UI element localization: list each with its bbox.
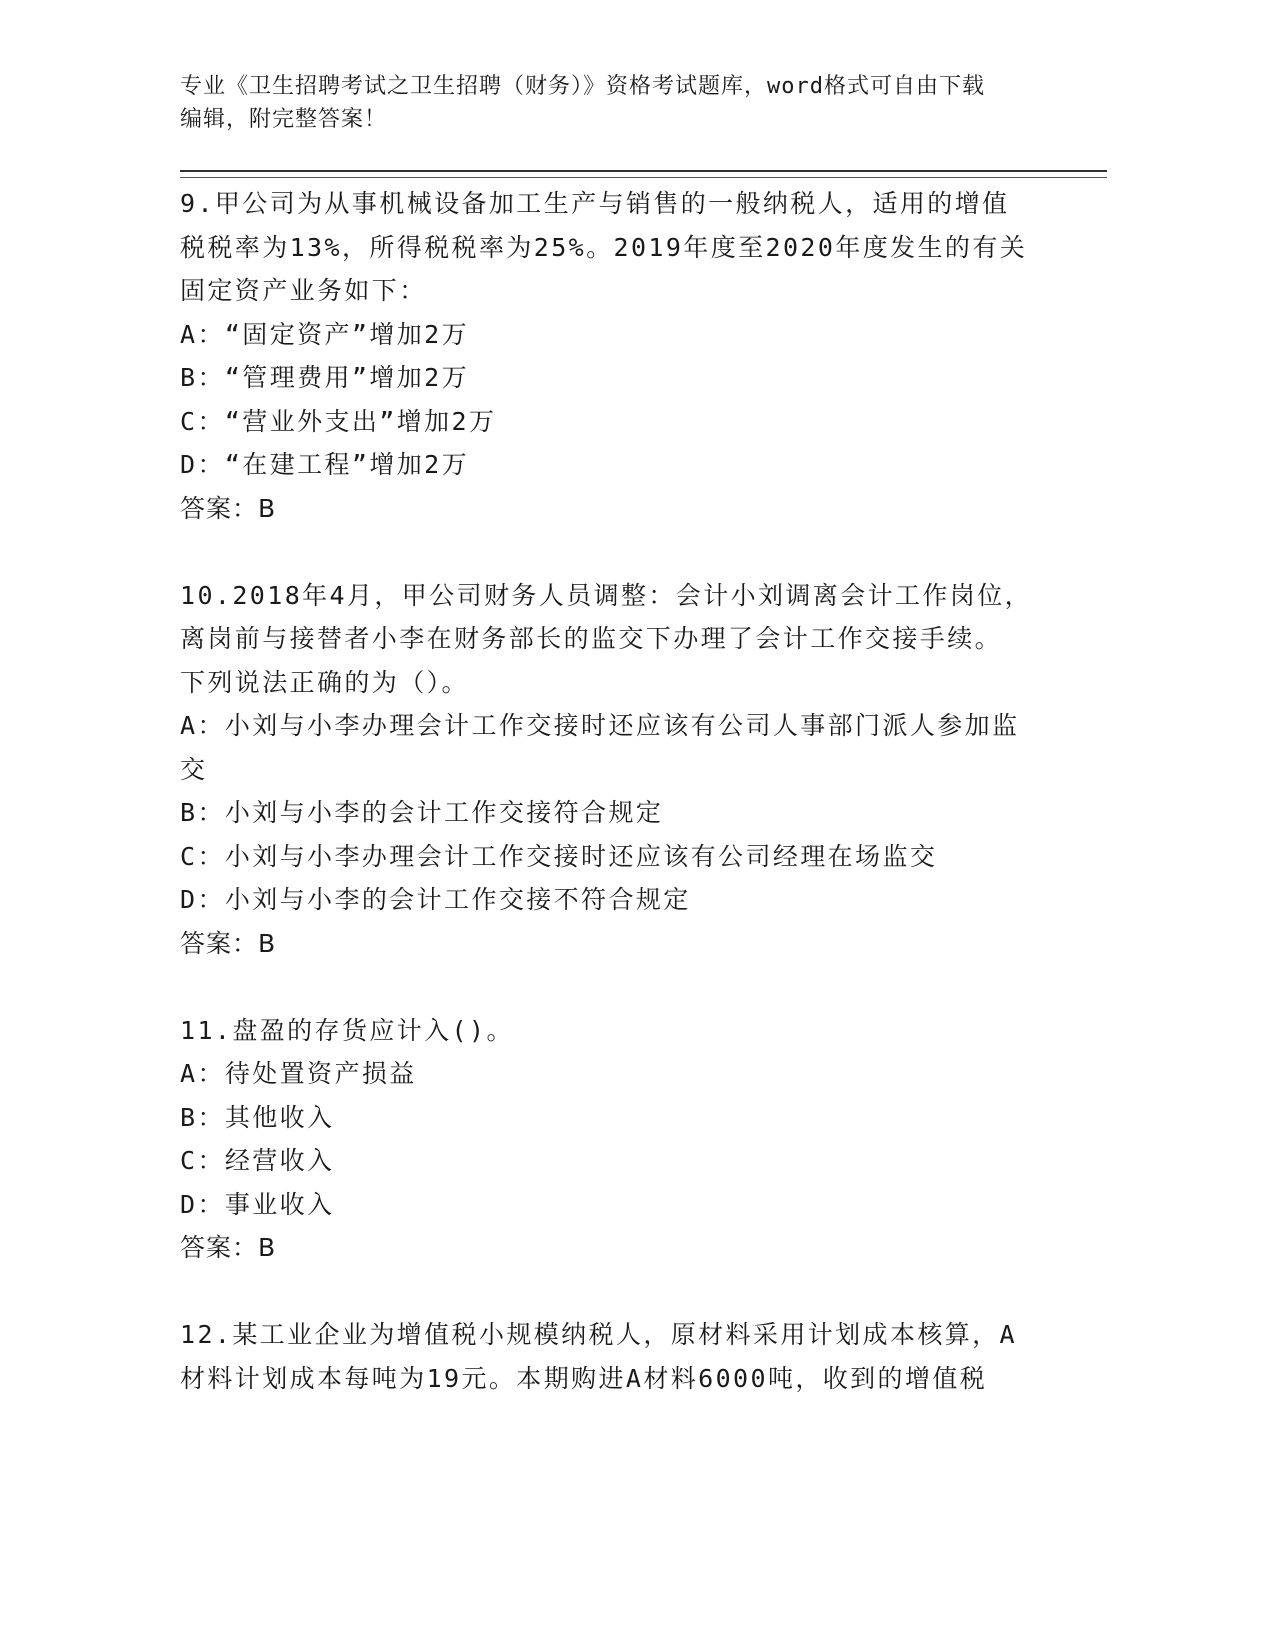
question-spacer — [180, 530, 1040, 574]
option-line: B：其他收入 — [180, 1102, 335, 1132]
answer-line: 答案：B — [180, 928, 277, 958]
header-divider-thick — [180, 170, 1107, 172]
question-stem-line: 税税率为13%，所得税税率为25%。2019年度至2020年度发生的有关 — [180, 232, 1028, 262]
question-stem-line: 12.某工业企业为增值税小规模纳税人，原材料采用计划成本核算，A — [180, 1320, 1018, 1349]
option-line: B：小刘与小李的会计工作交接符合规定 — [180, 798, 664, 827]
question-stem-line: 9.甲公司为从事机械设备加工生产与销售的一般纳税人，适用的增值 — [180, 189, 1010, 218]
question-block — [180, 1313, 1040, 1400]
option-line: 交 — [180, 754, 208, 784]
option-line: A：待处置资产损益 — [180, 1059, 417, 1088]
option-line: B：“管理费用”增加2万 — [180, 363, 470, 392]
header-line-1: 专业《卫生招聘考试之卫生招聘（财务）》资格考试题库，word格式可自由下载 — [180, 74, 985, 99]
question-block — [180, 1009, 1040, 1314]
option-line: A：小刘与小李办理会计工作交接时还应该有公司人事部门派人参加监 — [180, 711, 1020, 740]
option-line: A：“固定资产”增加2万 — [180, 319, 470, 349]
question-block — [180, 182, 1040, 574]
question-stem-line: 下列说法正确的为（）。 — [180, 667, 469, 697]
question-spacer — [180, 1270, 1040, 1314]
question-stem-line: 离岗前与接替者小李在财务部长的监交下办理了会计工作交接手续。 — [180, 624, 1003, 653]
question-stem-line: 材料计划成本每吨为19元。本期购进A材料6000吨，收到的增值税 — [180, 1363, 988, 1393]
question-stem-line: 10.2018年4月，甲公司财务人员调整：会计小刘调离会计工作岗位， — [180, 580, 1033, 610]
question-block — [180, 574, 1040, 1009]
question-spacer — [180, 965, 1040, 1009]
option-line: C：小刘与小李办理会计工作交接时还应该有公司经理在场监交 — [180, 841, 938, 871]
question-list — [180, 182, 1040, 1400]
answer-line: 答案：B — [180, 493, 277, 523]
answer-line: 答案：B — [180, 1233, 277, 1262]
option-line: D：小刘与小李的会计工作交接不符合规定 — [180, 885, 691, 914]
option-line: D：“在建工程”增加2万 — [180, 450, 470, 479]
option-line: C：经营收入 — [180, 1146, 335, 1175]
header-divider-thin — [180, 177, 1107, 178]
option-line: C：“营业外支出”增加2万 — [180, 406, 497, 436]
header-line-2: 编辑，附完整答案！ — [180, 107, 388, 132]
option-line: D：事业收入 — [180, 1189, 335, 1219]
document-header — [180, 70, 1060, 136]
question-stem-line: 11.盘盈的存货应计入()。 — [180, 1015, 514, 1045]
question-stem-line: 固定资产业务如下： — [180, 276, 427, 305]
